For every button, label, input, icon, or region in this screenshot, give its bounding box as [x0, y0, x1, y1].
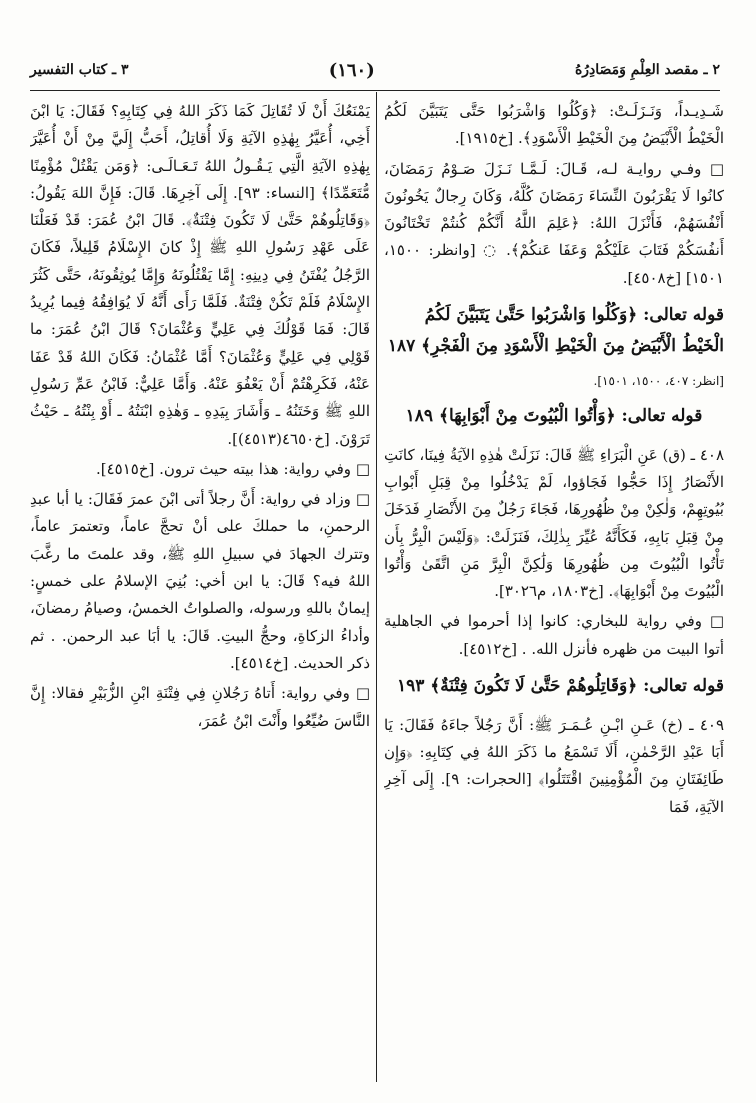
narration-paragraph: □ وفـي روايـة لـه، قَـالَ: لَـمَّـا نَـزَلَ صَـوْمُ رَمَضَانَ، كانُوا لَا يَقْرَبُونَ النِّسَاءَ رَمَضَانَ كُلَّهُ، وَكَانَ رِجالٌ يَخُونُونَ أَنْفُسَهُمْ، فَأَنْزَلَ اللهُ: ﴿عَلِمَ اللَّهُ أَنَّكُمْ كُنتُمْ تَخْتَانُونَ أَنفُسَكُمْ فَتَابَ عَلَيْكُمْ وَعَفَا عَنكُمْ﴾. ◌ [وانظر: ١٥٠٠، ١٥٠١] [خ٤٥٠٨]. — [384, 159, 724, 287]
page-header — [30, 52, 720, 88]
left-column — [30, 98, 370, 1083]
right-column — [384, 98, 724, 1083]
hadith-paragraph: ٤٠٨ ـ (ق) عَنِ الْبَرَاءِ ﷺ قَالَ: نَزَلَتْ هٰذِهِ الآيَةُ فِينَا، كانَتِ الأَنْصَارُ إِذَا حَجُّوا فَجَاؤوا، لَمْ يَدْخُلُوا مِنْ قِبَلِ أَبْوابِ بُيُوتِهِمْ، وَلٰكِنْ مِنْ ظُهُورِهَا، فَجَاءَ رَجُلٌ مِنَ الأَنْصَارِ فَدَخَلَ مِنْ قِبَلِ بَابِهِ، فَكَأَنَّهُ عُيِّرَ بِذٰلِكَ، فَنَزَلَتْ: ﴿وَلَيْسَ الْبِرُّ بِأَن تَأْتُوا الْبُيُوتَ مِن ظُهُورِهَا وَلَٰكِنَّ الْبِرَّ مَنِ اتَّقَىٰ وَأْتُوا الْبُيُوتَ مِنْ أَبْوَابِهَا﴾. [خ١٨٠٣، م٣٠٢٦]. — [384, 445, 724, 601]
hadith-paragraph: ٤٠٩ ـ (خ) عَـنِ ابْـنِ عُـمَـرَ ﷺ: أَنَّ رَجُلاً جاءَهُ فَقَالَ: يَا أَبَا عَبْدِ الرَّحْمٰنِ، أَلَا تَسْمَعُ ما ذَكَرَ اللهُ فِي كِتَابِهِ: ﴿وَإِن طَائِفَتَانِ مِنَ الْمُؤْمِنِينَ اقْتَتَلُوا﴾ [الحجرات: ٩]. إِلَى آخِرِ الآيَةِ، فَمَا — [384, 715, 724, 816]
header-rule — [30, 90, 720, 91]
page-number: (١٦٠) — [328, 59, 375, 81]
verse-heading: قوله تعالى: ﴿وَأْتُوا الْبُيُوتَ مِنْ أَبْوَابِهَا﴾ ١٨٩ — [405, 406, 703, 427]
hadith-paragraph: يَمْنَعُكَ أَنْ لَا تُقَاتِلَ كَمَا ذَكَرَ اللهُ فِي كِتَابِهِ؟ فَقَالَ: يَا ابْنَ أَخِي، أُعَيَّرُ بِهٰذِهِ الآيَةِ وَلَا أُقاتِلُ، أَحَبُّ إِلَيَّ مِنْ أَنْ أُعَيَّرَ بِهٰذِهِ الآيَةِ الَّتِي يَـقُـولُ اللهُ تَـعَـالَـى: ﴿وَمَن يَقْتُلْ مُؤْمِنًا مُّتَعَمِّدًا﴾ [النساء: ٩٣]. إِلَى آخِرِهَا. قَالَ: فَإِنَّ اللهَ يَقُولُ: ﴿وَقَاتِلُوهُمْ حَتَّىٰ لَا تَكُونَ فِتْنَةٌ﴾. قَالَ ابْنُ عُمَرَ: قَدْ فَعَلْنَا عَلَى عَهْدِ رَسُولِ اللهِ ﷺ إِذْ كانَ الإِسْلَامُ قَلِيلاً، فَكَانَ الرَّجُلُ يُفْتَنُ فِي دِينِهِ: إِمَّا يَقْتُلُونَهُ وَإِمَّا يُوثِقُونَهُ، حَتَّى كَثُرَ الإِسْلَامُ فَلَمْ تَكُنْ فِتْنَةٌ. فَلَمَّا رَأَى أَنَّهُ لَا يُوَافِقُهُ فِيما يُرِيدُ قَالَ: فَمَا قَوْلُكَ فِي عَلِيٍّ وَعُثْمَانَ؟ قَالَ ابْنُ عُمَرَ: ما قَوْلِي فِي عَلِيٍّ وَعُثْمَانَ؟ أَمَّا عُثْمَانُ: فَكَانَ اللهُ قَدْ عَفَا عَنْهُ، فَكَرِهْتُمْ أَنْ يَعْفُوَ عَنْهُ. وَأَمَّا عَلِيٌّ: فَابْنُ عَمِّ رَسُولِ اللهِ ﷺ وَخَتَنُهُ ـ وَأَشَارَ بِيَدِهِ ـ وَهٰذِهِ ابْنَتُهُ ـ أَوْ بِنْتُهُ ـ حَيْثُ تَرَوْنَ. [خ٤٦٥٠(٤٥١٣)]. — [30, 102, 370, 448]
chapter-title: ٢ ـ مقصد العِلْمِ وَمَصَادِرُهُ — [574, 62, 720, 78]
verse-heading: قوله تعالى: ﴿وَقَاتِلُوهُمْ حَتَّىٰ لَا تَكُونَ فِتْنَةٌ﴾ ١٩٣ — [396, 676, 724, 697]
narration-paragraph: □ وفي رواية: أَتاهُ رَجُلانِ فِي فِتْنَةِ ابْنِ الزُّبَيْرِ فقالا: إِنَّ النَّاسَ ضُيِّعُوا وأَنْتَ ابْنُ عُمَرَ، — [30, 684, 370, 730]
reference-note: [انظر: ٤٠٧، ١٥٠٠، ١٥٠١]. — [593, 374, 724, 389]
narration-paragraph: □ وفي رواية للبخاري: كانوا إذا أحرموا في الجاهلية أتوا البيت من ظهره فأنزل الله. . [خ٤٥١٢]. — [384, 612, 724, 658]
narration-paragraph: □ وزاد في رواية: أَنَّ رجلاً أتى ابْنَ عمرَ فَقَالَ: يا أبا عبدِ الرحمنِ، ما حملكَ على أنْ تحجَّ عاماً، وتعتمرَ عاماً، وتترك الجهادَ في سبيلِ اللهِ ﷺ، وقد علمتَ ما رغَّبَ اللهُ فيه؟ قَالَ: يا ابن أخي: بُنِيَ الإسلامُ على خمسٍ: إيمانٌ باللهِ ورسوله، والصلواتُ الخمسُ، وصيامُ رمضانَ، وأداءُ الزكاةِ، وحجُّ البيتِ. قَالَ: يا أبَا عبد الرحمن. . ثم ذكر الحديث. [خ٤٥١٤]. — [30, 490, 370, 672]
book-section-title: ٣ ـ كتاب التفسير — [30, 62, 129, 78]
paragraph: شَـدِيـداً، وَنَـزَلَـتْ: ﴿وَكُلُوا وَاشْرَبُوا حَتَّى يَتَبَيَّنَ لَكُمُ الْخَيْطُ الْأَبْيَضُ مِنَ الْخَيْطِ الْأَسْوَدِ﴾. [خ١٩١٥]. — [384, 102, 724, 148]
verse-heading: قوله تعالى: ﴿وَكُلُوا وَاشْرَبُوا حَتَّىٰ يَتَبَيَّنَ لَكُمُ الْخَيْطُ الْأَبْيَضُ مِنَ الْخَيْطِ الْأَسْوَدِ مِنَ الْفَجْرِ﴾ ١٨٧ — [387, 305, 724, 356]
narration-paragraph: □ وفي رواية: هذا بيته حيث ترون. [خ٤٥١٥]. — [95, 459, 370, 478]
column-separator — [376, 92, 377, 1082]
